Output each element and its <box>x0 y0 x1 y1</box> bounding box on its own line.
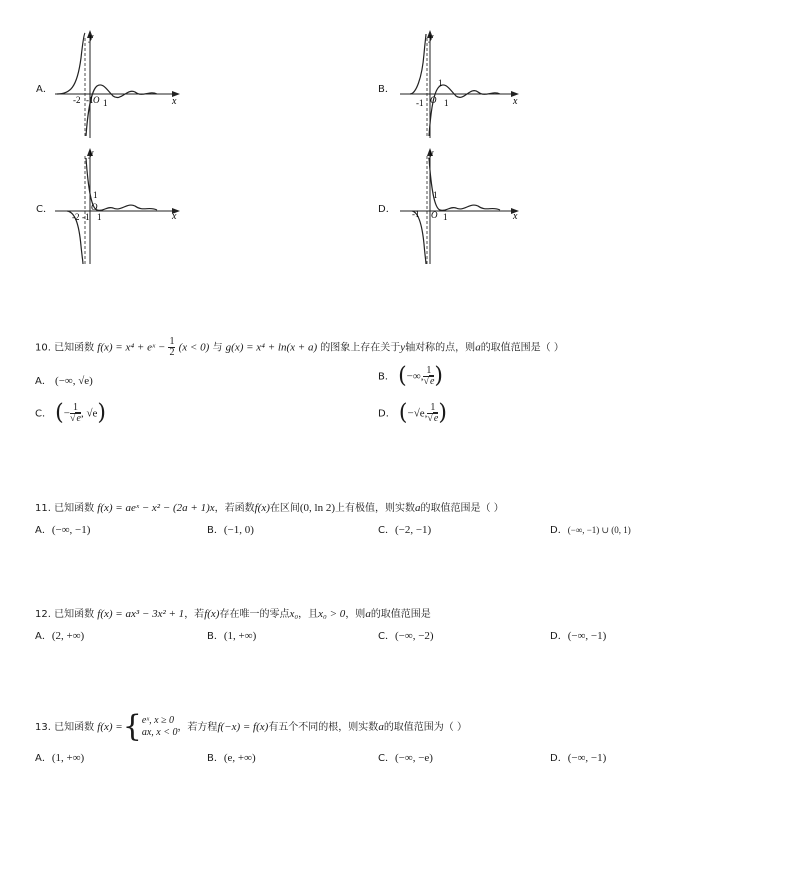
q10-mid: 与 <box>212 342 223 354</box>
svg-text:O: O <box>91 202 98 212</box>
svg-text:-2: -2 <box>72 212 80 222</box>
q9-option-a-label: A． <box>36 84 53 95</box>
svg-text:x: x <box>172 211 177 222</box>
q10-option-b[interactable] <box>378 363 443 389</box>
q9-option-c-graph <box>55 146 185 268</box>
svg-text:x: x <box>513 211 518 222</box>
q10-stem <box>35 337 564 358</box>
option-frac: $\frac{1}{√e}$ <box>427 402 439 424</box>
svg-text:x: x <box>513 96 518 107</box>
svg-text:-1: -1 <box>412 209 420 219</box>
option-letter: B． <box>378 371 395 383</box>
q12-stem: 12. 已知函数 f(x) = ax³ − 3x² + 1，若f(x)存在唯一的零点x₀，且x₀ > 0，则a的取值范围是 <box>35 608 431 620</box>
option-text: −∞, <box>406 370 424 383</box>
q10-suffix1: 的图象上存在关于 <box>320 342 401 354</box>
right-paren: ) <box>438 400 447 426</box>
q10-frac <box>168 337 175 358</box>
svg-text:1: 1 <box>444 98 449 108</box>
left-brace: { <box>122 709 142 744</box>
svg-text:y: y <box>429 32 434 43</box>
q10-f: f(x) = x⁴ + eˣ − <box>97 341 166 354</box>
q10-a: a <box>475 341 481 354</box>
q10-g: g(x) = x⁴ + ln(x + a) <box>225 341 318 354</box>
q13-option-d[interactable]: D．(−∞, −1) <box>550 752 607 764</box>
q10-suffix3: 的取值范围是（ ） <box>480 342 564 354</box>
q10-frac-den: 2 <box>169 347 175 358</box>
q10-yaxis: y <box>400 341 406 354</box>
curve-left <box>57 33 85 94</box>
svg-text:y: y <box>89 148 94 159</box>
svg-text:1: 1 <box>93 190 98 200</box>
q12-option-a[interactable]: A．(2, +∞) <box>35 630 85 642</box>
q9-option-a-graph <box>55 28 185 140</box>
option-letter: C． <box>35 408 52 420</box>
q9-option-c-label: C． <box>36 204 53 215</box>
q10-prefix: 10. 已知函数 <box>35 342 95 354</box>
option-frac: $\frac{1}{√e}$ <box>423 365 435 387</box>
svg-text:y: y <box>429 148 434 159</box>
option-letter: A． <box>35 376 52 387</box>
svg-text:O: O <box>430 95 437 105</box>
q13-option-b[interactable]: B．(e, +∞) <box>207 752 256 764</box>
q9-option-d-graph <box>400 146 530 268</box>
q12-option-d[interactable]: D．(−∞, −1) <box>550 630 607 642</box>
svg-text:-1: -1 <box>416 98 424 108</box>
option-letter: D． <box>378 408 396 420</box>
q10-option-a[interactable] <box>35 374 93 389</box>
q10-suffix2: 轴对称的点，则 <box>405 342 476 354</box>
svg-text:1: 1 <box>97 212 102 222</box>
q11-stem: 11. 已知函数 f(x) = aeˣ − x² − (2a + 1)x，若函数f(x)在区间(0, ln 2)上有极值，则实数a的取值范围是（ ） <box>35 502 504 514</box>
q13-option-c[interactable]: C．(−∞, −e) <box>378 752 433 764</box>
q9-option-b-graph <box>400 28 530 140</box>
svg-text:-1: -1 <box>82 212 90 222</box>
right-paren: ) <box>97 400 106 426</box>
q9-option-b-label: B． <box>378 84 395 95</box>
tick-neg2: -2 <box>73 95 81 105</box>
q13-option-a[interactable]: A．(1, +∞) <box>35 752 85 764</box>
left-paren: ( <box>55 400 64 426</box>
q10-option-d[interactable]: D． (−√e, $\frac{1}{√e}$ ) <box>378 400 447 426</box>
q10-cond: (x < 0) <box>178 341 210 354</box>
svg-text:1: 1 <box>438 78 443 88</box>
q12-option-b[interactable]: B．(1, +∞) <box>207 630 257 642</box>
right-paren: ) <box>434 363 443 389</box>
q12-option-c[interactable]: C．(−∞, −2) <box>378 630 434 642</box>
q11-option-d[interactable]: D．(−∞, −1) ∪ (0, 1) <box>550 525 631 536</box>
curve-right <box>86 85 157 136</box>
q13-cases: eˣ, x ≥ 0 ax, x < 0 <box>141 715 178 738</box>
left-paren: ( <box>398 400 408 426</box>
left-paren: ( <box>398 363 407 389</box>
tick-1: 1 <box>103 98 108 108</box>
axis-y-label: y <box>89 32 94 43</box>
svg-text:O: O <box>431 210 438 220</box>
origin-label: O <box>93 95 100 105</box>
tick-neg1: -1 <box>86 95 94 105</box>
q9-option-d-label: D． <box>378 204 396 215</box>
axis-x-label: x <box>172 96 177 107</box>
svg-text:1: 1 <box>443 212 448 222</box>
q10-frac-num: 1 <box>169 336 175 347</box>
q10-option-c[interactable]: C． (− $\frac{1}{√e}$ , √e) <box>35 400 106 426</box>
q11-option-b[interactable]: B．(−1, 0) <box>207 524 254 536</box>
option-frac: $\frac{1}{√e}$ <box>69 402 81 424</box>
option-text: (−∞, √e) <box>55 375 93 387</box>
svg-text:1: 1 <box>433 190 438 200</box>
q11-option-c[interactable]: C．(−2, −1) <box>378 524 432 536</box>
q13-stem: 13. 已知函数 f(x) ={ eˣ, x ≥ 0 ax, x < 0 ，若方程f(−x) = f(x)有五个不同的根，则实数a的取值范围为（ ） <box>35 709 467 744</box>
q11-option-a[interactable]: A．(−∞, −1) <box>35 524 91 536</box>
